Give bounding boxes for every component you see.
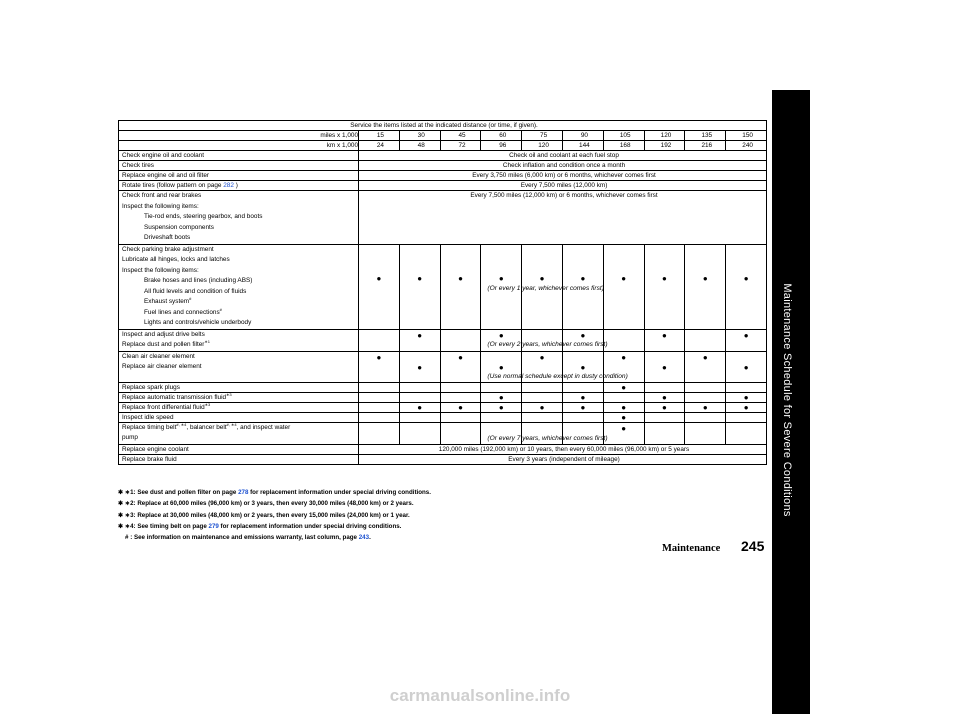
footnote-mark: ∗3:	[124, 511, 136, 519]
service-dot: ●	[662, 402, 667, 412]
row-brake-fluid	[119, 454, 767, 464]
footnote-mark: ∗1	[204, 339, 210, 344]
row-oil-coolant	[119, 151, 767, 161]
interval-cell	[726, 329, 767, 351]
interval-text: Check oil and coolant at each fuel stop	[359, 151, 767, 161]
interval-cell	[685, 402, 726, 412]
service-dot: ●	[376, 273, 382, 283]
interval-cell	[481, 244, 604, 329]
service-dot: ●	[498, 273, 504, 283]
footnote-mark: ∗1:	[124, 489, 136, 496]
interval-cell	[603, 402, 644, 412]
service-dot: ●	[662, 362, 667, 372]
interval-cell	[726, 402, 767, 412]
interval-cell	[562, 382, 603, 392]
sub-text: Exhaust system	[144, 298, 190, 305]
interval-cell	[399, 382, 440, 392]
interval-cell	[562, 351, 603, 382]
interval-cell	[440, 422, 481, 444]
interval-cell	[522, 412, 563, 422]
interval-cell	[399, 412, 440, 422]
service-dot: ●	[458, 273, 463, 283]
service-dot: ●	[702, 273, 708, 283]
km-cell: 192	[644, 141, 685, 151]
service-dot: ●	[458, 402, 463, 412]
row-spark-plugs	[119, 382, 767, 392]
sub-item: Suspension components	[144, 223, 214, 231]
item-line: Inspect the following items:	[122, 266, 199, 274]
service-dot: ●	[417, 402, 423, 412]
service-dot: ●	[743, 362, 749, 372]
miles-cell: 105	[603, 131, 644, 141]
interval-text: Every 7,500 miles (12,000 km) or 6 months, whichever comes first	[359, 191, 767, 245]
item-label: Replace brake fluid	[119, 454, 359, 464]
row-brakes	[119, 191, 767, 245]
interval-cell	[359, 351, 400, 382]
item-text: Replace front differential fluid	[122, 403, 205, 411]
interval-cell	[644, 382, 685, 392]
item-label: Replace spark plugs	[119, 382, 359, 392]
interval-text: Every 7,500 miles (12,000 km)	[359, 181, 767, 191]
interval-cell	[562, 244, 603, 329]
banner-row	[119, 121, 767, 131]
item-label	[119, 244, 359, 329]
miles-row	[119, 131, 767, 141]
row-idle-speed	[119, 412, 767, 422]
footnote: ✱ ∗2: Replace at 60,000 miles (96,000 km) or 3 years, then every 30,000 miles (48,000 km) or 2 years.	[118, 500, 414, 508]
footnote-mark: #	[189, 296, 192, 301]
interval-cell	[726, 412, 767, 422]
service-dot: ●	[702, 352, 708, 362]
interval-cell	[522, 392, 563, 402]
service-dot: ●	[417, 330, 423, 340]
interval-cell	[603, 392, 644, 402]
interval-cell	[685, 392, 726, 402]
sub-item	[122, 308, 358, 319]
service-dot: ●	[458, 352, 463, 362]
interval-cell	[644, 422, 685, 444]
interval-cell	[440, 244, 481, 329]
service-dot: ●	[621, 273, 627, 283]
miles-cell: 150	[726, 131, 767, 141]
row-air-cleaner	[119, 351, 767, 382]
miles-cell: 45	[440, 131, 481, 141]
item-label	[119, 392, 359, 402]
interval-cell	[644, 244, 685, 329]
km-cell: 168	[603, 141, 644, 151]
item-label	[119, 191, 359, 245]
interval-cell	[399, 402, 440, 412]
interval-cell	[562, 392, 603, 402]
interval-cell	[440, 392, 481, 402]
service-dot: ●	[621, 352, 627, 362]
km-label: km x 1,000	[119, 141, 359, 151]
sub-text: Brake hoses and lines (including ABS)	[144, 277, 253, 284]
item-label: Check tires	[119, 161, 359, 171]
interval-cell	[644, 402, 685, 412]
km-cell: 24	[359, 141, 400, 151]
service-dot: ●	[621, 423, 627, 433]
service-dot: ●	[539, 402, 545, 412]
interval-cell	[603, 382, 644, 392]
item-text: Replace dust and pollen filter	[122, 341, 205, 348]
page-link[interactable]: 282	[223, 182, 234, 189]
service-dot: ●	[580, 402, 586, 412]
interval-cell	[399, 244, 440, 329]
sub-text: Lights and controls/vehicle underbody	[144, 319, 252, 326]
row-differential	[119, 402, 767, 412]
row-drive-belts	[119, 329, 767, 351]
interval-cell	[440, 412, 481, 422]
interval-cell	[359, 329, 400, 351]
service-dot: ●	[743, 402, 749, 412]
km-cell: 72	[440, 141, 481, 151]
interval-cell	[644, 329, 685, 351]
item-text: )	[233, 182, 238, 189]
item-text: Replace timing belt	[122, 423, 177, 431]
item-text: , and inspect water	[236, 423, 291, 431]
interval-cell	[440, 351, 481, 382]
km-row	[119, 141, 767, 151]
item-line	[122, 423, 358, 434]
interval-cell	[562, 329, 603, 351]
service-dot: ●	[743, 330, 749, 340]
service-dot: ●	[662, 330, 667, 340]
row-oil-filter	[119, 171, 767, 181]
footnote-mark: #	[219, 306, 222, 312]
interval-cell	[440, 382, 481, 392]
interval-cell	[440, 402, 481, 412]
row-parking-brake	[119, 244, 767, 329]
service-dot: ●	[621, 412, 627, 422]
interval-cell	[726, 382, 767, 392]
interval-text: 120,000 miles (192,000 km) or 10 years, then every 60,000 miles (96,000 km) or 5 years	[359, 444, 767, 454]
item-line: Lubricate all hinges, locks and latches	[122, 256, 230, 263]
interval-cell	[644, 412, 685, 422]
interval-cell	[522, 402, 563, 412]
interval-cell	[603, 412, 644, 422]
footnote-mark: ∗3	[226, 391, 232, 397]
service-dot: ●	[580, 392, 586, 402]
row-atf	[119, 392, 767, 402]
footnote-mark: ∗2:	[124, 500, 136, 508]
interval-cell	[359, 422, 400, 444]
sub-item	[122, 318, 358, 329]
interval-cell	[522, 329, 563, 351]
sub-item: Tie-rod ends, steering gearbox, and boots	[144, 213, 263, 220]
page-link[interactable]: 279	[208, 522, 219, 530]
km-cell: 144	[562, 141, 603, 151]
interval-cell	[644, 392, 685, 402]
item-label	[119, 351, 359, 382]
service-dot: ●	[417, 362, 423, 372]
interval-cell	[726, 351, 767, 382]
miles-cell: 75	[522, 131, 563, 141]
footnote	[118, 532, 431, 543]
interval-cell	[481, 402, 522, 412]
page-link[interactable]: 243	[358, 534, 370, 542]
footnote-text: : See information on maintenance and emissions warranty, last column, page	[130, 534, 359, 542]
interval-cell	[685, 412, 726, 422]
footnotes	[118, 487, 431, 543]
footnote-text: for replacement information under special driving conditions.	[248, 489, 431, 496]
interval-cell	[603, 244, 644, 329]
sub-text: All fluid levels and condition of fluids	[144, 287, 247, 295]
interval-cell	[726, 422, 767, 444]
item-label: Replace engine coolant	[119, 444, 359, 454]
miles-cell: 120	[644, 131, 685, 141]
row-timing-belt	[119, 422, 767, 444]
interval-cell	[562, 422, 603, 444]
interval-cell	[685, 382, 726, 392]
interval-cell	[685, 329, 726, 351]
sub-item	[122, 297, 358, 308]
interval-cell	[562, 402, 603, 412]
footnote-mark: #, ∗4	[226, 421, 237, 427]
row-tires	[119, 161, 767, 171]
interval-cell	[685, 422, 726, 444]
interval-note: (Or every 7 years, whichever comes first)	[487, 434, 608, 442]
interval-cell	[522, 244, 563, 329]
item-label	[119, 422, 359, 444]
km-cell: 240	[726, 141, 767, 151]
interval-cell	[522, 382, 563, 392]
footnote-mark: #	[125, 534, 129, 542]
interval-cell	[685, 351, 726, 382]
item-line: Replace air cleaner element	[122, 363, 202, 370]
interval-cell	[399, 422, 440, 444]
page-number: 245	[741, 538, 765, 554]
page-link[interactable]: 278	[238, 489, 249, 496]
miles-label: miles x 1,000	[119, 131, 359, 141]
service-dot: ●	[580, 273, 586, 283]
interval-cell	[685, 244, 726, 329]
footnote: ✱ ∗1: See dust and pollen filter on page 278 for replacement information under special driving conditions.	[118, 489, 431, 496]
footnote-text: Replace at 60,000 miles (96,000 km) or 3 years, then every 30,000 miles (48,000 km) or 2 years.	[137, 500, 414, 508]
item-line: Check parking brake adjustment	[122, 245, 214, 253]
km-cell: 96	[481, 141, 522, 151]
maintenance-schedule-table	[118, 120, 767, 465]
item-label: Inspect idle speed	[119, 412, 359, 422]
interval-cell	[481, 329, 608, 351]
footnote-text: See timing belt on page	[137, 522, 209, 530]
item-text: , balancer belt	[186, 423, 227, 431]
banner: Service the items listed at the indicated distance (or time, if given).	[119, 121, 767, 131]
service-dot: ●	[621, 402, 627, 412]
interval-cell	[440, 329, 481, 351]
km-cell: 48	[399, 141, 440, 151]
row-coolant	[119, 444, 767, 454]
interval-note: (Or every 2 years, whichever comes first)	[487, 340, 608, 348]
interval-cell	[359, 412, 400, 422]
item-text: Replace automatic transmission fluid	[122, 393, 227, 401]
sub-text: Fuel lines and connections	[144, 308, 220, 316]
item-line: pump	[122, 434, 138, 441]
item-label: Replace engine oil and oil filter	[119, 171, 359, 181]
service-dot: ●	[662, 392, 667, 402]
footnote-text: Replace at 30,000 miles (48,000 km) or 2 years, then every 15,000 miles (24,000 km) or 1 year.	[137, 511, 410, 519]
interval-text: Check inflation and condition once a month	[359, 161, 767, 171]
service-dot: ●	[498, 392, 504, 402]
interval-cell	[522, 422, 563, 444]
interval-cell	[481, 412, 522, 422]
item-label	[119, 181, 359, 191]
sub-item	[122, 276, 358, 287]
interval-cell	[562, 412, 603, 422]
service-dot: ●	[498, 402, 504, 412]
footnote-text: .	[369, 534, 371, 542]
service-dot: ●	[662, 273, 667, 283]
interval-cell	[603, 422, 644, 444]
item-label	[119, 402, 359, 412]
service-dot: ●	[376, 352, 382, 362]
row-rotate-tires	[119, 181, 767, 191]
service-dot: ●	[417, 273, 423, 283]
item-line: Inspect and adjust drive belts	[122, 330, 205, 338]
item-line: Check front and rear brakes	[122, 192, 202, 199]
interval-note: (Use normal schedule except in dusty condition)	[487, 372, 628, 380]
interval-cell	[726, 244, 767, 329]
service-dot: ●	[580, 330, 586, 340]
interval-cell	[603, 329, 644, 351]
interval-cell	[726, 392, 767, 402]
service-dot: ●	[621, 382, 627, 392]
item-line: Inspect the following items:	[122, 202, 199, 210]
sub-item: Driveshaft boots	[144, 234, 191, 241]
footnote-text: for replacement information under special driving conditions.	[218, 522, 402, 530]
service-dot: ●	[539, 352, 545, 362]
interval-cell	[481, 351, 628, 382]
miles-cell: 90	[562, 131, 603, 141]
interval-cell	[481, 392, 522, 402]
watermark: carmanualsonline.info	[389, 686, 571, 705]
miles-cell: 15	[359, 131, 400, 141]
km-cell: 216	[685, 141, 726, 151]
sidebar-title-text: Maintenance Schedule for Severe Conditions	[781, 283, 793, 517]
footer-section-title: Maintenance	[662, 543, 721, 554]
interval-text: Every 3,750 miles (6,000 km) or 6 months, whichever comes first	[359, 171, 767, 181]
miles-cell: 60	[481, 131, 522, 141]
item-text: Rotate tires (follow pattern on page	[122, 182, 224, 189]
service-dot: ●	[498, 330, 504, 340]
service-dot: ●	[498, 362, 504, 372]
service-dot: ●	[580, 362, 586, 372]
interval-cell	[359, 392, 400, 402]
km-cell: 120	[522, 141, 563, 151]
service-dot: ●	[539, 273, 545, 283]
service-dot: ●	[702, 402, 708, 412]
footnote: ✱ ∗3: Replace at 30,000 miles (48,000 km) or 2 years, then every 15,000 miles (24,000 km) or 1 year.	[118, 511, 410, 519]
sub-item	[122, 287, 358, 298]
footnote-mark: ∗4:	[124, 522, 136, 530]
service-dot: ●	[743, 392, 749, 402]
footnote-mark: ∗3	[204, 401, 211, 407]
item-line	[122, 340, 358, 351]
miles-cell: 30	[399, 131, 440, 141]
interval-cell	[359, 402, 400, 412]
interval-text: Every 3 years (independent of mileage)	[359, 454, 767, 464]
interval-cell	[399, 329, 440, 351]
service-dot: ●	[743, 273, 749, 283]
interval-cell	[359, 244, 400, 329]
item-line: Clean air cleaner element	[122, 352, 195, 360]
interval-cell	[481, 382, 522, 392]
footnote-text: See dust and pollen filter on page	[137, 489, 239, 496]
miles-cell: 135	[685, 131, 726, 141]
item-label	[119, 329, 359, 351]
footnote: ✱ ∗4: See timing belt on page 279 for replacement information under special driving conditions.	[118, 522, 402, 530]
interval-cell	[603, 351, 644, 382]
interval-cell	[399, 392, 440, 402]
interval-cell	[399, 351, 440, 382]
interval-cell	[522, 351, 563, 382]
interval-note: (Or every 1 year, whichever comes first)	[487, 284, 604, 292]
interval-cell	[481, 422, 608, 444]
interval-cell	[644, 351, 685, 382]
item-label: Check engine oil and coolant	[119, 151, 359, 161]
footnote-mark: #, ∗4	[176, 421, 187, 427]
interval-cell	[359, 382, 400, 392]
